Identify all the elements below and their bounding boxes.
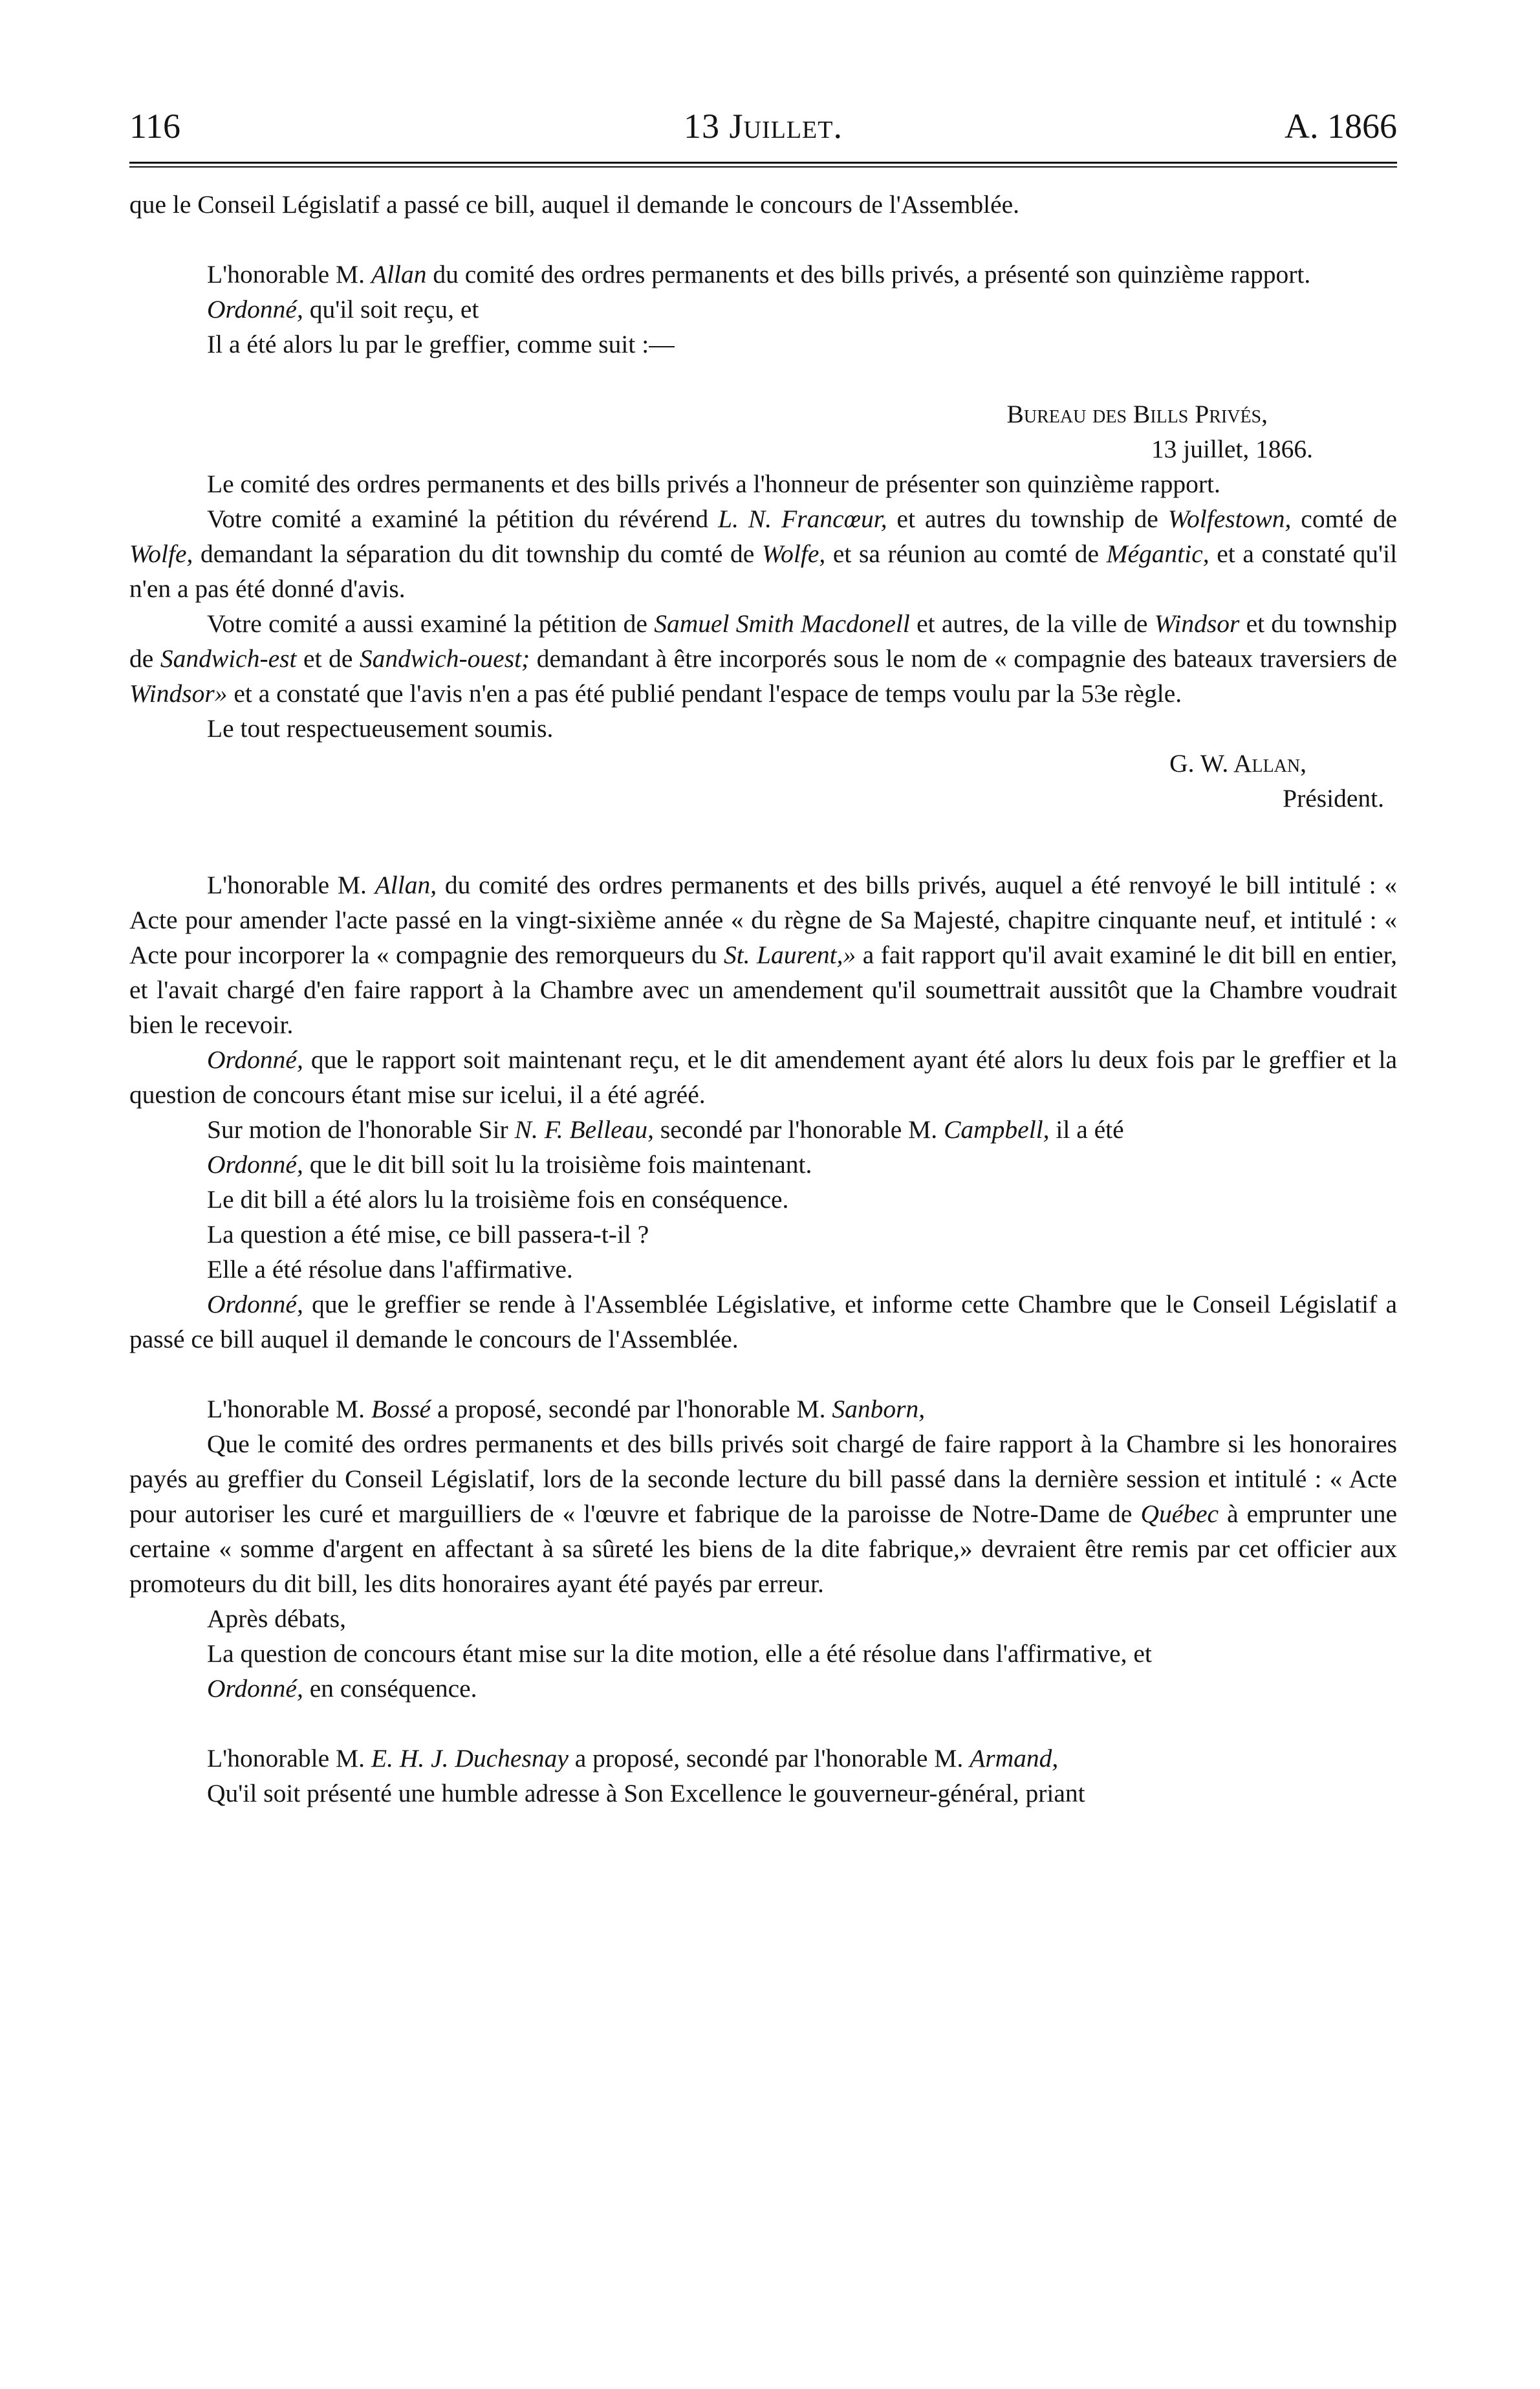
paragraph: Qu'il soit présenté une humble adresse à Son Excellence le gouverneur-général, priant [207,1779,1085,1807]
paragraph: Ordonné, que le rapport soit maintenant reçu, et le dit amendement ayant été alors lu deux fois par le greffier et la question de concours étant mise sur icelui, il a été agréé. [129,1045,1398,1109]
paragraph: Ordonné, qu'il soit reçu, et [207,295,479,323]
running-date: 13 Juillet. [684,107,843,146]
signature-title: Président. [1283,784,1384,813]
paragraph: Ordonné, que le greffier se rende à l'Assemblée Législative, et informe cette Chambre que le Conseil Législatif a passé ce bill auquel il demande le concours de l'Assemblée. [129,1290,1397,1353]
paragraph: La question de concours étant mise sur la dite motion, elle a été résolue dans l'affirmative, et [207,1639,1152,1668]
paragraph: L'honorable M. E. H. J. Duchesnay a proposé, secondé par l'honorable M. Armand, [207,1744,1059,1773]
paragraph: Le dit bill a été alors lu la troisième fois en conséquence. [207,1185,789,1214]
header-rule [129,162,1397,168]
paragraph: Ordonné, en conséquence. [207,1674,477,1703]
paragraph: Elle a été résolue dans l'affirmative. [207,1255,573,1283]
paragraph: que le Conseil Législatif a passé ce bill, auquel il demande le concours de l'Assemblée. [129,190,1020,219]
report-heading: Bureau des Bills Privés, [1006,400,1268,428]
paragraph: Il a été alors lu par le greffier, comme suit :— [207,330,675,358]
paragraph: La question a été mise, ce bill passera-t-il ? [207,1220,649,1249]
paragraph: Votre comité a aussi examiné la pétition de Samuel Smith Macdonell et autres, de la ville de Windsor et du township de Sandwich-est et de Sandwich-ouest; demandant à être incorporés sous le nom de « compagnie des bateaux traversiers de Windsor» et a constaté que l'avis n'en a pas été publié pendant l'espace de temps voulu par la 53e règle. [129,609,1398,708]
paragraph: Ordonné, que le dit bill soit lu la troisième fois maintenant. [207,1150,812,1179]
paragraph: Votre comité a examiné la pétition du révérend L. N. Francœur, et autres du township de Wolfestown, comté de Wolfe, demandant la séparation du dit township du comté de Wolfe, et sa réunion au comté de Mégantic, et a constaté qu'il n'en a pas été donné d'avis. [129,505,1398,603]
paragraph: Le tout respectueusement soumis. [207,714,554,743]
paragraph: Le comité des ordres permanents et des bills privés a l'honneur de présenter son quinzième rapport. [207,470,1220,498]
paragraph: Que le comité des ordres permanents et des bills privés soit chargé de faire rapport à la Chambre si les honoraires payés au greffier du Conseil Législatif, lors de la seconde lecture du bill passé dans la dernière session et intitulé : « Acte pour autoriser les curé et marguilliers de « l'œuvre et fabrique de la paroisse de Notre-Dame de Québec à emprunter une certaine « somme d'argent en affectant à sa sûreté les biens de la dite fabrique,» devraient être remis par cet officier aux promoteurs du dit bill, les dits honoraires ayant été payés par erreur. [129,1430,1398,1598]
paragraph: L'honorable M. Bossé a proposé, secondé par l'honorable M. Sanborn, [207,1395,926,1423]
report-date: 13 juillet, 1866. [1151,435,1313,463]
paragraph: L'honorable M. Allan du comité des ordres permanents et des bills privés, a présenté son quinzième rapport. [207,260,1311,289]
running-year: A. 1866 [1285,107,1397,146]
paragraph: L'honorable M. Allan, du comité des ordres permanents et des bills privés, auquel a été renvoyé le bill intitulé : « Acte pour amender l'acte passé en la vingt-sixième année « du règne de Sa Majesté, chapitre cinquante neuf, et intitulé : « Acte pour incorporer la « compagnie des remorqueurs du St. Laurent,» a fait rapport qu'il avait examiné le dit bill en entier, et l'avait chargé d'en faire rapport à la Chambre avec un amendement qu'il soumettrait aussitôt que la Chambre voudrait bien le recevoir. [129,871,1398,1039]
page-header [129,97,1397,155]
paragraph: Après débats, [207,1604,346,1633]
document-page [129,97,1397,1811]
document-body [129,187,1397,1811]
page-number: 116 [129,107,180,146]
signature-name: G. W. Allan, [1169,749,1307,778]
paragraph: Sur motion de l'honorable Sir N. F. Belleau, secondé par l'honorable M. Campbell, il a été [207,1115,1124,1144]
